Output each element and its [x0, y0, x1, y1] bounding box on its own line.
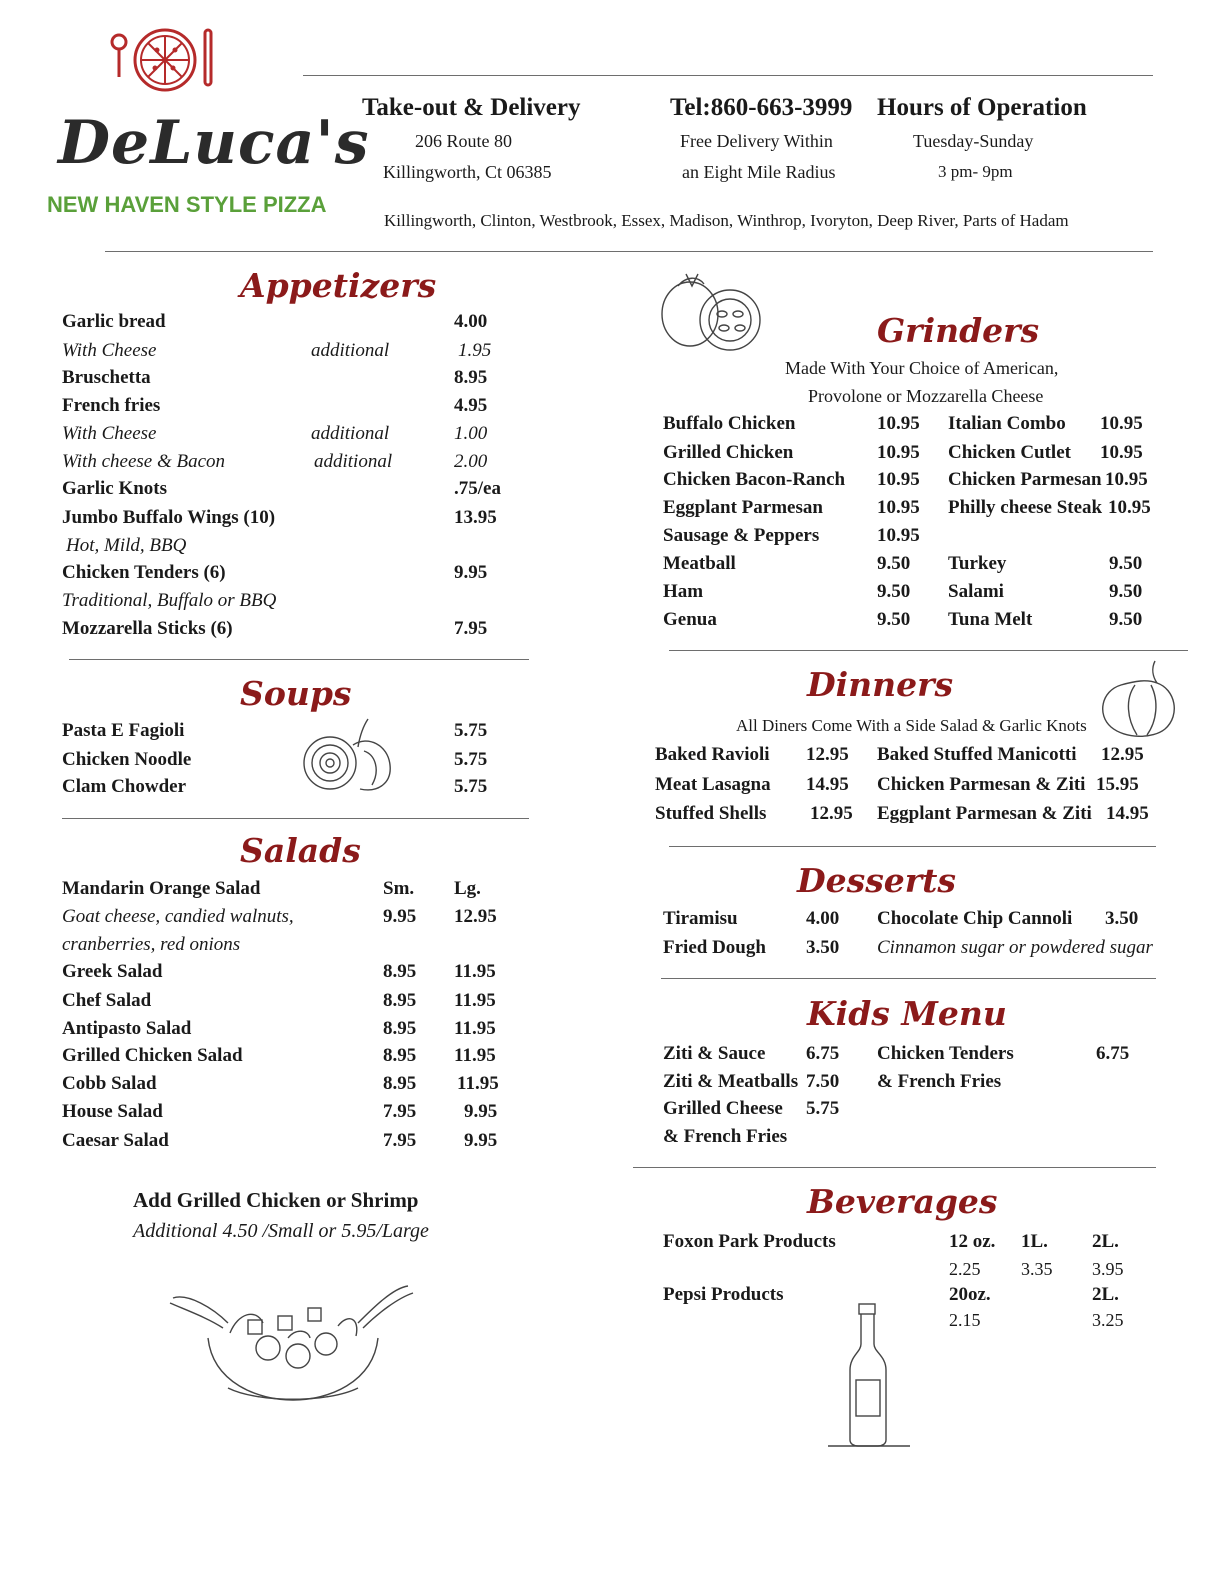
menu-item: Chicken Cutlet	[948, 442, 1071, 463]
price-large: 9.95	[464, 1101, 498, 1122]
price: 4.95	[454, 395, 488, 416]
price: 9.50	[877, 553, 911, 574]
price: 12.95	[806, 744, 849, 765]
menu-item: Chicken Tenders	[877, 1043, 1014, 1064]
menu-item: Baked Ravioli	[655, 744, 770, 765]
menu-subitem: Cinnamon sugar or powdered sugar	[877, 937, 1153, 958]
price: 5.75	[454, 749, 488, 770]
section-description: Made With Your Choice of American,	[785, 358, 1059, 378]
price: 12.95	[1101, 744, 1144, 765]
menu-item: Foxon Park Products	[663, 1231, 836, 1252]
price: 2.00	[454, 451, 488, 472]
menu-item: Chicken Noodle	[62, 749, 192, 770]
price: 10.95	[1100, 442, 1143, 463]
price: 6.75	[806, 1043, 840, 1064]
menu-item: Caesar Salad	[62, 1130, 169, 1151]
price: 4.00	[806, 908, 840, 929]
price: 10.95	[877, 413, 920, 434]
menu-item: Cobb Salad	[62, 1073, 157, 1094]
menu-item: Antipasto Salad	[62, 1018, 192, 1039]
price: 3.25	[1092, 1310, 1124, 1330]
price: 10.95	[877, 469, 920, 490]
price: .75/ea	[454, 478, 501, 499]
price-large: 12.95	[454, 906, 497, 927]
add-protein-note: Additional 4.50 /Small or 5.95/Large	[133, 1220, 429, 1242]
price: 5.75	[454, 776, 488, 797]
section-description: Provolone or Mozzarella Cheese	[808, 386, 1044, 406]
garlic-icon	[1095, 655, 1179, 741]
price: 10.95	[877, 497, 920, 518]
menu-item: Pepsi Products	[663, 1284, 784, 1305]
price: 6.75	[1096, 1043, 1130, 1064]
price: 3.50	[806, 937, 840, 958]
menu-item: Tuna Melt	[948, 609, 1033, 630]
delivery-line: Free Delivery Within	[680, 131, 833, 151]
menu-item: Grilled Chicken	[663, 442, 794, 463]
price-small: 8.95	[383, 1073, 417, 1094]
price-large: 11.95	[454, 1018, 496, 1039]
section-title: Grinders	[877, 311, 1040, 350]
divider	[69, 659, 529, 660]
size-header: 12 oz.	[949, 1231, 996, 1252]
pizza-logo-icon	[105, 22, 225, 102]
size-header: 20oz.	[949, 1284, 991, 1305]
menu-subitem: With Cheese	[62, 340, 157, 361]
price: 10.95	[1105, 469, 1148, 490]
menu-item: Tiramisu	[663, 908, 738, 929]
price: 9.50	[1109, 581, 1143, 602]
menu-item: Clam Chowder	[62, 776, 187, 797]
menu-item: Eggplant Parmesan & Ziti	[877, 803, 1092, 824]
price-large: 11.95	[457, 1073, 499, 1094]
menu-item: Salami	[948, 581, 1004, 602]
price: 5.75	[454, 720, 488, 741]
price-small: 8.95	[383, 990, 417, 1011]
menu-item: Chicken Parmesan & Ziti	[877, 774, 1086, 795]
menu-item: Mozzarella Sticks (6)	[62, 618, 233, 639]
menu-subitem: With cheese & Bacon	[62, 451, 226, 472]
price-small: 8.95	[383, 1045, 417, 1066]
menu-subitem: Goat cheese, candied walnuts,	[62, 906, 294, 927]
bottle-icon	[826, 1300, 912, 1450]
section-title: Salads	[240, 831, 361, 870]
menu-item: Chicken Tenders (6)	[62, 562, 226, 583]
price: 12.95	[810, 803, 853, 824]
price: 5.75	[806, 1098, 840, 1119]
menu-item: Philly cheese Steak	[948, 497, 1103, 518]
section-title: Appetizers	[240, 266, 437, 305]
tomato-icon	[656, 268, 768, 356]
menu-item: Meat Lasagna	[655, 774, 771, 795]
column-header-large: Lg.	[454, 878, 481, 899]
menu-subitem: With Cheese	[62, 423, 157, 444]
menu-item: Grilled Cheese	[663, 1098, 783, 1119]
price-small: 8.95	[383, 961, 417, 982]
brand-tagline: NEW HAVEN STYLE PIZZA	[47, 192, 327, 217]
price-large: 11.95	[454, 990, 496, 1011]
price: 9.50	[1109, 553, 1143, 574]
section-title: Beverages	[807, 1182, 998, 1221]
menu-item: Jumbo Buffalo Wings (10)	[62, 507, 276, 528]
hours-days: Tuesday-Sunday	[913, 131, 1034, 151]
price: 14.95	[806, 774, 849, 795]
price: 10.95	[877, 525, 920, 546]
column-header-small: Sm.	[383, 878, 415, 899]
menu-item: & French Fries	[663, 1126, 788, 1147]
price: 1.00	[454, 423, 488, 444]
price: 9.50	[877, 581, 911, 602]
menu-item: Ziti & Sauce	[663, 1043, 766, 1064]
menu-item: Eggplant Parmesan	[663, 497, 823, 518]
section-title: Desserts	[797, 861, 956, 900]
divider	[105, 251, 1153, 252]
menu-item: Genua	[663, 609, 717, 630]
onion-icon	[298, 715, 398, 795]
menu-item: & French Fries	[877, 1071, 1002, 1092]
takeout-title: Take-out & Delivery	[362, 94, 581, 121]
city-line: Killingworth, Ct 06385	[383, 162, 552, 182]
price-large: 11.95	[454, 1045, 496, 1066]
price: 9.95	[454, 562, 488, 583]
divider	[633, 1167, 1156, 1168]
price: 9.50	[877, 609, 911, 630]
menu-subitem: cranberries, red onions	[62, 934, 241, 955]
divider	[661, 978, 1156, 979]
menu-item: Fried Dough	[663, 937, 766, 958]
menu-item: Chef Salad	[62, 990, 152, 1011]
address-line: 206 Route 80	[415, 131, 512, 151]
price-small: 7.95	[383, 1130, 417, 1151]
menu-subitem: Hot, Mild, BBQ	[66, 535, 187, 556]
menu-item: Sausage & Peppers	[663, 525, 820, 546]
menu-item: Baked Stuffed Manicotti	[877, 744, 1077, 765]
section-title: Kids Menu	[807, 994, 1007, 1033]
hours-times: 3 pm- 9pm	[938, 162, 1013, 181]
price: 3.95	[1092, 1259, 1124, 1279]
price-large: 9.95	[464, 1130, 498, 1151]
menu-item: Meatball	[663, 553, 736, 574]
menu-item: Greek Salad	[62, 961, 163, 982]
menu-item: Chicken Bacon-Ranch	[663, 469, 846, 490]
menu-item: Garlic Knots	[62, 478, 168, 499]
hours-title: Hours of Operation	[877, 94, 1087, 121]
menu-item: Ham	[663, 581, 704, 602]
divider	[669, 846, 1156, 847]
divider	[669, 650, 1188, 651]
menu-item: Grilled Chicken Salad	[62, 1045, 243, 1066]
price: 15.95	[1096, 774, 1139, 795]
menu-item: Pasta E Fagioli	[62, 720, 185, 741]
add-protein-title: Add Grilled Chicken or Shrimp	[133, 1188, 419, 1212]
menu-item: French fries	[62, 395, 161, 416]
divider	[62, 818, 529, 819]
price: 2.15	[949, 1310, 981, 1330]
menu-item: Turkey	[948, 553, 1007, 574]
price: 8.95	[454, 367, 488, 388]
price: 4.00	[454, 311, 488, 332]
section-title: Dinners	[807, 665, 954, 704]
price: 7.50	[806, 1071, 840, 1092]
note: additional	[314, 451, 393, 472]
price: 3.50	[1105, 908, 1139, 929]
price-small: 7.95	[383, 1101, 417, 1122]
menu-item: Bruschetta	[62, 367, 151, 388]
price-small: 8.95	[383, 1018, 417, 1039]
phone-number[interactable]: Tel:860-663-3999	[670, 94, 853, 121]
price-small: 9.95	[383, 906, 417, 927]
price: 2.25	[949, 1259, 981, 1279]
salad-bowl-icon	[168, 1278, 418, 1408]
menu-item: Stuffed Shells	[655, 803, 767, 824]
price: 3.35	[1021, 1259, 1053, 1279]
section-title: Soups	[240, 674, 352, 713]
menu-item: Mandarin Orange Salad	[62, 878, 261, 899]
menu-item: House Salad	[62, 1101, 163, 1122]
menu-item: Chicken Parmesan	[948, 469, 1102, 490]
menu-item: Garlic bread	[62, 311, 166, 332]
menu-subitem: Traditional, Buffalo or BBQ	[62, 590, 277, 611]
menu-item: Italian Combo	[948, 413, 1066, 434]
size-header: 2L.	[1092, 1284, 1119, 1305]
price: 10.95	[1108, 497, 1151, 518]
brand-name: DeLuca's	[58, 108, 370, 178]
price-large: 11.95	[454, 961, 496, 982]
menu-item: Chocolate Chip Cannoli	[877, 908, 1073, 929]
price: 14.95	[1106, 803, 1149, 824]
price: 7.95	[454, 618, 488, 639]
delivery-towns: Killingworth, Clinton, Westbrook, Essex, Madison, Winthrop, Ivoryton, Deep River, Parts of Hadam	[384, 211, 1069, 230]
price: 13.95	[454, 507, 497, 528]
price: 9.50	[1109, 609, 1143, 630]
price: 10.95	[877, 442, 920, 463]
section-description: All Diners Come With a Side Salad & Garlic Knots	[736, 716, 1087, 735]
divider	[303, 75, 1153, 76]
size-header: 1L.	[1021, 1231, 1048, 1252]
menu-item: Ziti & Meatballs	[663, 1071, 799, 1092]
radius-line: an Eight Mile Radius	[682, 162, 836, 182]
note: additional	[311, 423, 390, 444]
menu-item: Buffalo Chicken	[663, 413, 796, 434]
note: additional	[311, 340, 390, 361]
price: 10.95	[1100, 413, 1143, 434]
price: 1.95	[458, 340, 492, 361]
size-header: 2L.	[1092, 1231, 1119, 1252]
